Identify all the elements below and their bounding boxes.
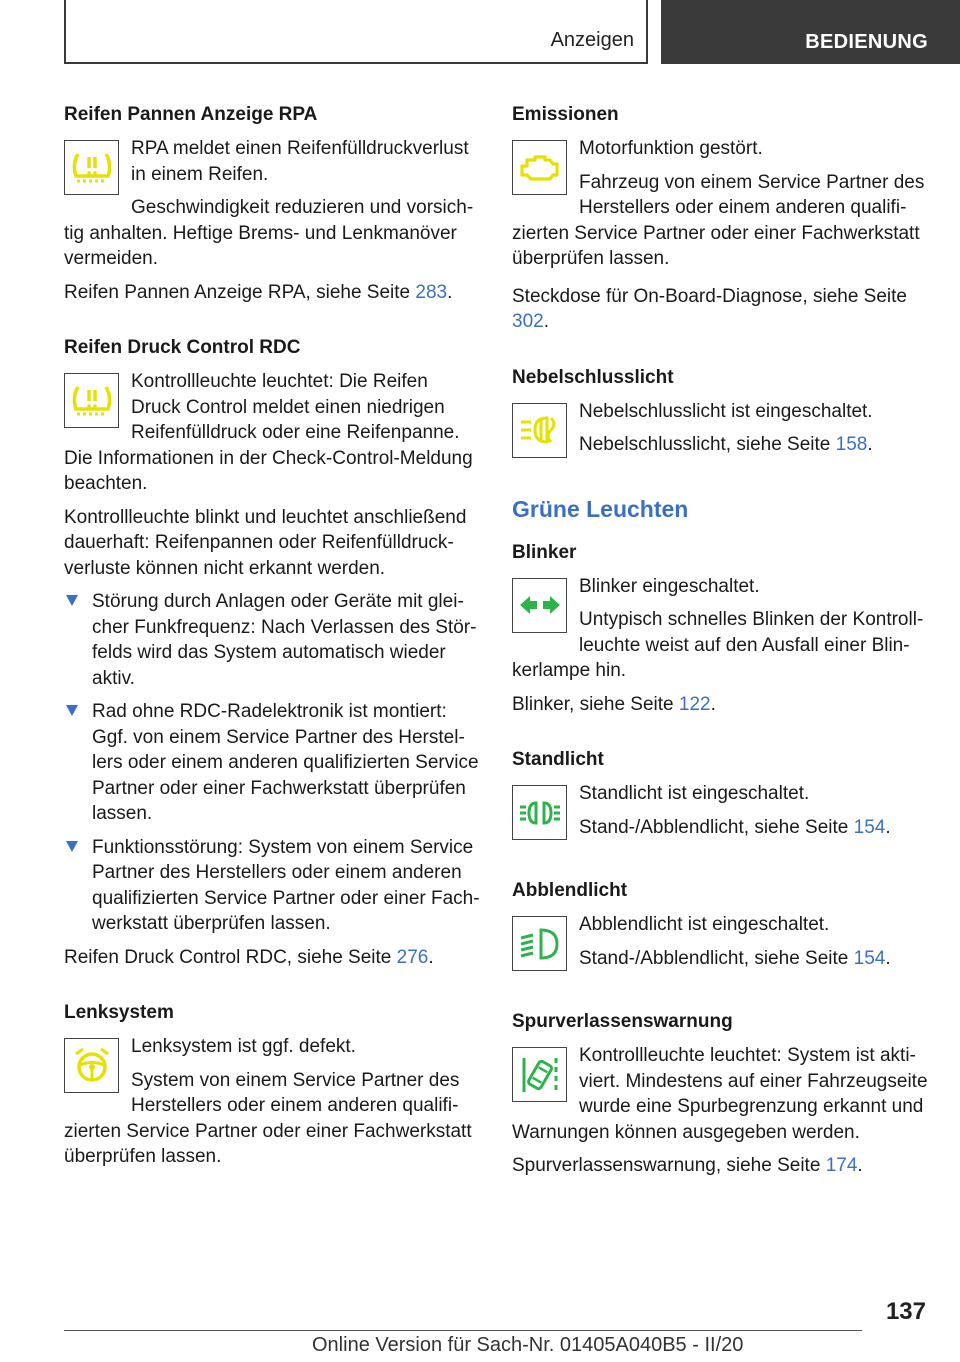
steering-wheel-warning-icon xyxy=(64,1038,119,1093)
triangle-bullet-icon xyxy=(66,705,78,716)
entry-blinker xyxy=(512,540,928,718)
rdc-text-2: Kontrollleuchte blinkt und leuchtet anschließend dauerhaft: Reifenpannen oder Reifenfülldruckverluste können nicht erkannt werden. xyxy=(64,506,467,579)
entry-abblendlicht xyxy=(512,878,928,979)
rpa-reference: Reifen Pannen Anzeige RPA, siehe Seite 283. xyxy=(64,281,453,303)
list-item: Funktionsstörung: System von einem Service Partner des Herstellers oder einem anderen qualifizierten Service Partner oder einer Fachwerkstatt überprüfen lassen. xyxy=(64,835,480,937)
emis-text-1: Motorfunktion gestört. xyxy=(579,138,763,159)
emis-reference: Steckdose für On-Board-Diagnose, siehe Seite 302. xyxy=(512,285,907,332)
footer-divider xyxy=(64,1330,862,1331)
rdc-text-1: Kontrollleuchte leuchtet: Die Reifen Druck Control meldet einen niedrigen Reifenfülldruck oder eine Reifenpanne. Die Informationen in der Check-Control-Meldung beachten. xyxy=(64,371,473,494)
blinker-reference: Blinker, siehe Seite 122. xyxy=(512,693,716,715)
entry-standlicht xyxy=(512,747,928,848)
rpa-text-2: Geschwindigkeit reduzieren und vorsichtig anhalten. Heftige Brems- und Lenkmanöver vermeiden. xyxy=(64,197,474,269)
spur-heading: Spurverlassenswarnung xyxy=(512,1011,733,1032)
stand-page-link[interactable]: 154 xyxy=(853,816,886,838)
blinker-heading: Blinker xyxy=(512,541,577,563)
low-beam-icon xyxy=(512,916,567,971)
triangle-bullet-icon xyxy=(66,841,78,852)
triangle-bullet-icon xyxy=(66,595,78,606)
abblend-heading: Abblendlicht xyxy=(512,880,628,901)
abblend-text-1: Abblendlicht ist eingeschaltet. xyxy=(579,914,830,935)
header-chapter-box xyxy=(661,0,960,64)
section-title-green-lights: Grüne Leuchten xyxy=(512,495,689,522)
blinker-text-2: Untypisch schnelles Blinken der Kontrollleuchte weist auf den Ausfall einer Blinkerlampe hin. xyxy=(512,609,924,681)
header-section-box xyxy=(64,0,648,64)
abblend-page-link[interactable]: 154 xyxy=(853,947,886,969)
entry-emissionen xyxy=(512,102,928,335)
header-chapter-title: BEDIENUNG xyxy=(805,31,928,53)
nebel-reference: Nebelschlusslicht, siehe Seite 158. xyxy=(579,434,873,455)
entry-nebelschlusslicht xyxy=(512,365,928,466)
emis-text-2: Fahrzeug von einem Service Partner des Herstellers oder einem anderen qualifizierten Service Partner oder einer Fachwerkstatt überprüfen lassen. xyxy=(512,171,925,269)
blinker-page-link[interactable]: 122 xyxy=(678,693,711,715)
emis-heading: Emissionen xyxy=(512,104,619,125)
footer-text: Online Version für Sach-Nr. 01405A040B5 - II/20 xyxy=(312,1334,744,1356)
nebel-page-link[interactable]: 158 xyxy=(835,434,868,455)
rpa-page-link[interactable]: 283 xyxy=(415,281,448,303)
rpa-text-1: RPA meldet einen Reifenfülldruckverlust in einem Reifen. xyxy=(131,138,469,185)
left-column xyxy=(64,102,480,1200)
entry-spurverlassenswarnung xyxy=(512,1009,928,1179)
nebel-heading: Nebelschlusslicht xyxy=(512,366,674,388)
rdc-reference: Reifen Druck Control RDC, siehe Seite 276. xyxy=(64,946,434,968)
entry-rpa xyxy=(64,102,480,305)
entry-lenksystem xyxy=(64,1000,480,1170)
emis-page-link[interactable]: 302 xyxy=(512,311,544,332)
rpa-heading: Reifen Pannen Anzeige RPA xyxy=(64,104,318,125)
spur-text-1: Kontrollleuchte leuchtet: System ist aktiviert. Mindestens auf einer Fahrzeugseite wurde eine Spurbegrenzung erkannt und Warnungen können ausgegeben werden. xyxy=(512,1045,928,1143)
abblend-reference: Stand-/Abblendlicht, siehe Seite 154. xyxy=(579,947,891,969)
lenk-text-1: Lenksystem ist ggf. defekt. xyxy=(131,1036,356,1057)
rdc-heading: Reifen Druck Control RDC xyxy=(64,337,301,358)
tire-pressure-control-icon xyxy=(64,373,119,428)
header-section-title: Anzeigen xyxy=(550,29,634,51)
rdc-bullet-list xyxy=(64,589,480,937)
list-item: Rad ohne RDC-Radelektronik ist montiert: Ggf. von einem Service Partner des Herstellers oder einem anderen qualifizierten Service Partner oder einer Fachwerkstatt überprüfen lassen. xyxy=(64,699,480,827)
engine-check-icon xyxy=(512,140,567,195)
right-column xyxy=(512,102,928,1209)
stand-text-1: Standlicht ist eingeschaltet. xyxy=(579,783,810,804)
lane-departure-warning-icon xyxy=(512,1047,567,1102)
list-item: Störung durch Anlagen oder Geräte mit gleicher Funkfrequenz: Nach Verlassen des Störfelds wird das System automatisch wieder aktiv. xyxy=(64,589,480,691)
rear-fog-light-icon xyxy=(512,403,567,458)
lenk-heading: Lenksystem xyxy=(64,1002,174,1023)
stand-reference: Stand-/Abblendlicht, siehe Seite 154. xyxy=(579,816,891,838)
turn-signal-icon xyxy=(512,578,567,633)
page-number: 137 xyxy=(885,1298,926,1325)
parking-light-icon xyxy=(512,785,567,840)
stand-heading: Standlicht xyxy=(512,749,604,770)
lenk-text-2: System von einem Service Partner des Herstellers oder einem anderen qualifizierten Service Partner oder einer Fachwerkstatt überprüfen lassen. xyxy=(64,1069,472,1167)
spur-reference: Spurverlassenswarnung, siehe Seite 174. xyxy=(512,1155,863,1176)
tire-pressure-warning-icon xyxy=(64,140,119,195)
spur-page-link[interactable]: 174 xyxy=(825,1155,858,1176)
rdc-page-link[interactable]: 276 xyxy=(396,946,429,968)
blinker-text-1: Blinker eingeschaltet. xyxy=(579,575,760,597)
nebel-text-1: Nebelschlusslicht ist eingeschaltet. xyxy=(579,400,873,422)
entry-rdc xyxy=(64,335,480,970)
